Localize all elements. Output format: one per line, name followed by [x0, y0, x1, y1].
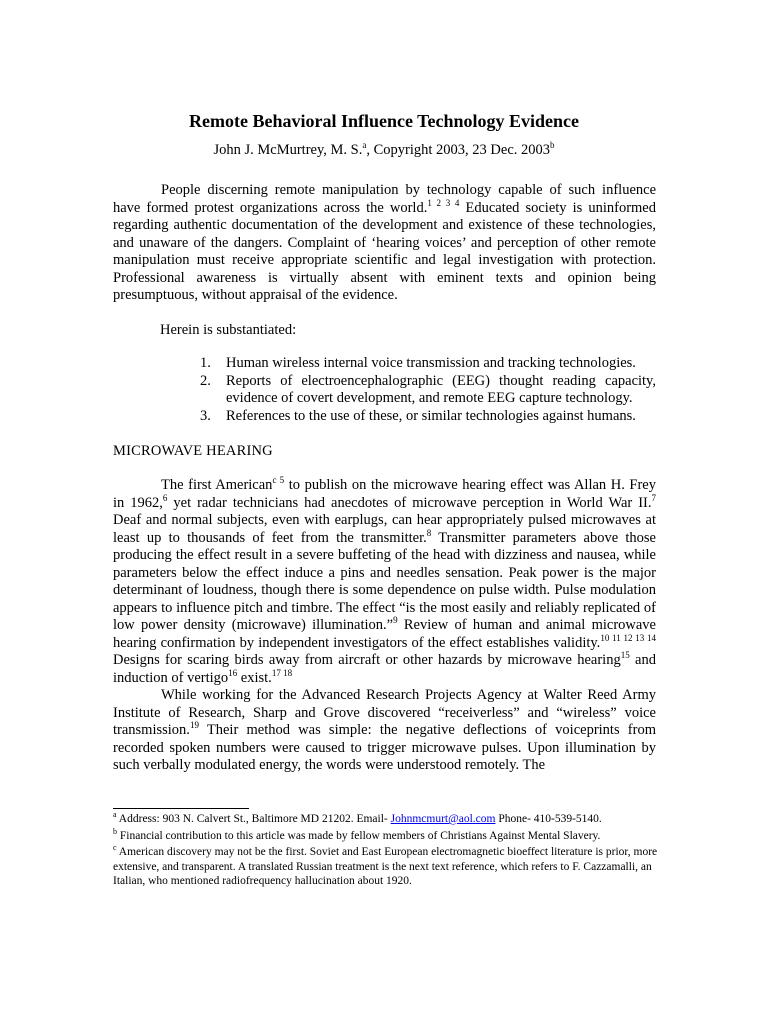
para-text: Transmitter parameters above those producing the effect result in a severe buffeting of the head with dizziness and nausea, while parameters below the effect induce a pins and needles sensation. Peak power is the major determinant of loudness, though there is some dependence on pulse width. Pulse modulation appears to influence pitch and timbre. The effect “is the most easily and reliably replicated of low power density (microwave) illumination.” [113, 529, 656, 633]
byline [0, 141, 768, 159]
para-text: The first American [161, 477, 273, 493]
footnote-mark: a [113, 810, 117, 820]
para-text: exist. [237, 669, 272, 686]
footnote-a [113, 812, 658, 827]
para-text: to publish on the microwave hearing effect was Allan H. Frey in 1962, [113, 477, 656, 511]
citation-ref: 8 [426, 527, 432, 538]
para-text: and induction of vertigo [113, 652, 656, 686]
list-item [200, 355, 656, 373]
list-item-text: Reports of electroencephalographic (EEG) thought reading capacity, evidence of covert development, and remote EEG capture technology. [226, 372, 656, 406]
list-item-text: Human wireless internal voice transmission and tracking technologies. [226, 355, 636, 371]
footnote-mark: b [113, 826, 117, 836]
footnote-divider [113, 808, 249, 809]
footnote-text: Address: 903 N. Calvert St., Baltimore MD 21202. Email- [116, 813, 391, 825]
author-footnote-mark: a [362, 140, 367, 151]
email-link[interactable]: Johnmcmurt@aol.com [390, 813, 496, 825]
copyright-text: , Copyright 2003, 23 Dec. 2003 [366, 142, 551, 158]
page-title: Remote Behavioral Influence Technology Evidence [189, 111, 579, 131]
para-text: Deaf and normal subjects, even with earplugs, can hear appropriately pulsed microwaves at least up to thousands of feet from the transmitter. [113, 512, 656, 546]
citation-ref: 19 [189, 720, 199, 731]
copyright-footnote-mark: b [550, 140, 555, 151]
citation-ref: 10 11 12 13 14 [600, 632, 656, 643]
citation-ref: 7 [651, 492, 657, 503]
list-item-number: 3. [200, 407, 211, 424]
footnotes [113, 812, 658, 891]
intro-refs: 1 2 3 4 [427, 197, 460, 208]
para-text: While working for the Advanced Research Projects Agency at Walter Reed Army Institute of Research, Sharp and Grove discovered “receiverless” and “wireless” voice transmission. [113, 687, 656, 738]
intro-text-2: Educated society is uninformed regarding authentic documentation of the development and existence of these technologies, and unaware of the dangers. Complaint of ‘hearing voices’ and perception of other remote manipulation must receive appropriate scientific and legal investigation with protection. Professional awareness is virtually absent with eminent texts and opinion being presumptuous, without appraisal of the evidence. [113, 199, 656, 303]
citation-ref: 9 [393, 615, 398, 626]
para-text: Designs for scaring birds away from aircraft or other hazards by microwave hearing [113, 652, 621, 668]
citation-ref: 15 [620, 650, 630, 661]
list-item-number: 2. [200, 372, 211, 389]
substantiation-list [200, 355, 656, 425]
para-text: Their method was simple: the negative deflections of voiceprints from recorded spoken numbers were caused to trigger microwave pulses. Upon illumination by such verbally modulated energy, the words were understood remotely. The [113, 722, 656, 773]
para-text: yet radar technicians had anecdotes of microwave perception in World War II. [167, 494, 652, 511]
list-item [200, 373, 656, 408]
list-item [200, 408, 656, 426]
citation-ref: c 5 [272, 475, 285, 486]
footnote-text: American discovery may not be the first. Soviet and East European electromagnetic bioeffect literature is prior, more extensive, and transparent. A translated Russian treatment is the next text reference, which refers to F. Cazzamalli, an Italian, who mentioned radiofrequency hallucination about 1920. [113, 846, 658, 887]
footnote-b [113, 826, 658, 844]
citation-ref: 6 [162, 492, 168, 503]
microwave-paragraph [113, 477, 656, 687]
footnote-mark: c [113, 843, 117, 853]
citation-ref: 17 18 [271, 667, 293, 678]
para-text: Review of human and animal microwave hearing confirmation by independent investigators of the effect establishes validity. [113, 617, 656, 651]
intro-paragraph [113, 182, 656, 305]
footnote-c [113, 845, 658, 889]
section-heading: MICROWAVE HEARING [113, 443, 273, 459]
voice-transmission-paragraph [113, 687, 656, 775]
herein-line: Herein is substantiated: [160, 322, 297, 338]
list-item-number: 1. [200, 355, 211, 371]
citation-ref: 16 [228, 667, 238, 678]
footnote-text: Financial contribution to this article was made by fellow members of Christians Against Mental Slavery. [117, 829, 601, 842]
footnote-phone: Phone- 410-539-5140. [495, 813, 602, 825]
author-name: John J. McMurtrey, M. S. [213, 142, 363, 158]
intro-text-1: People discerning remote manipulation by technology capable of such influence have formed protest organizations across the world. [113, 182, 656, 216]
body-paragraphs [113, 477, 656, 775]
list-item-text: References to the use of these, or similar technologies against humans. [226, 407, 636, 424]
